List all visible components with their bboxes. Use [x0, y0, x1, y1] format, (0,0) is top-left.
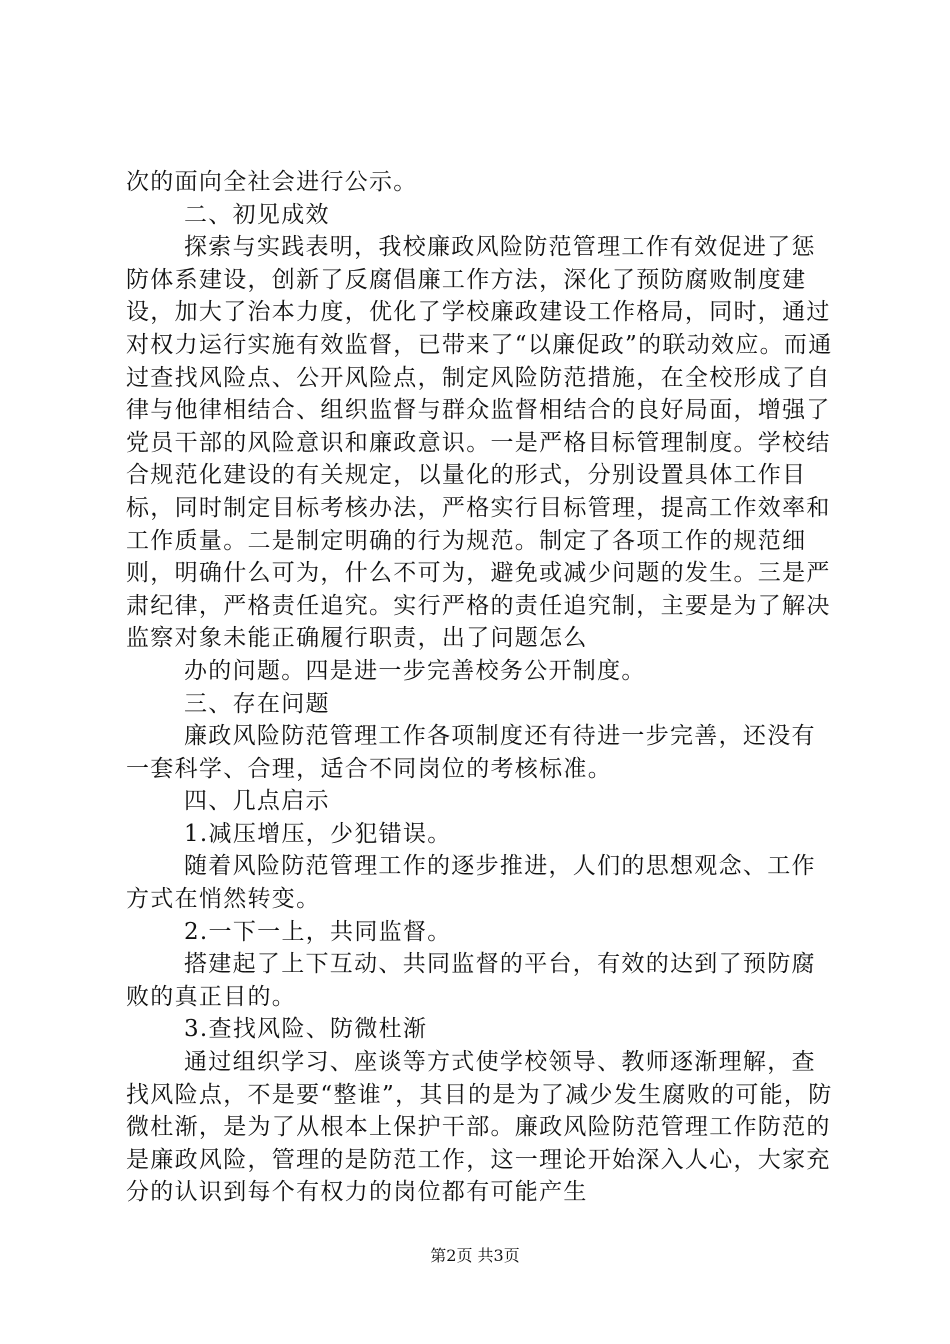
- paragraph-insight-1: 随着风险防范管理工作的逐步推进，人们的思想观念、工作方式在悄然转变。: [126, 853, 816, 913]
- subheading-3: 3.查找风险、防微杜渐: [184, 1016, 428, 1043]
- heading-section-2: 二、初见成效: [184, 201, 330, 228]
- subheading-1: 1.减压增压，少犯错误。: [184, 820, 452, 847]
- heading-section-4: 四、几点启示: [184, 788, 330, 815]
- paragraph-results: 探索与实践表明，我校廉政风险防范管理工作有效促进了惩防体系建设，创新了反腐倡廉工作方法，深化了预防腐败制度建设，加大了治本力度，优化了学校廉政建设工作格局，同时，通过对权力运行实施有效监督，已带来了“以廉促政”的联动效应。而通过查找风险点、公开风险点，制定风险防范措施，在全校形成了自律与他律相结合、组织监督与群众监督相结合的良好局面，增强了党员干部的风险意识和廉政意识。一是严格目标管理制度。学校结合规范化建设的有关规定，以量化的形式，分别设置具体工作目标，同时制定目标考核办法，严格实行目标管理，提高工作效率和工作质量。二是制定明确的行为规范。制定了各项工作的规范细则，明确什么可为，什么不可为，避免或减少问题的发生。三是严肃纪律，严格责任追究。实行严格的责任追究制，主要是为了解决监察对象未能正确履行职责，出了问题怎么: [126, 234, 833, 652]
- heading-section-3: 三、存在问题: [184, 690, 330, 717]
- paragraph-problems: 廉政风险防范管理工作各项制度还有待进一步完善，还没有一套科学、合理，适合不同岗位的考核标准。: [126, 723, 816, 782]
- document-body: [126, 166, 834, 1209]
- paragraph-continuation: 次的面向全社会进行公示。: [126, 169, 418, 195]
- subheading-2: 2.一下一上，共同监督。: [184, 918, 452, 945]
- page-footer: 第2页 共3页: [430, 1246, 520, 1265]
- paragraph-insight-2: 搭建起了上下互动、共同监督的平台，有效的达到了预防腐败的真正目的。: [126, 951, 816, 1010]
- paragraph-insight-3: 通过组织学习、座谈等方式使学校领导、教师逐渐理解，查找风险点，不是要“整谁”，其目的是为了减少发生腐败的可能，防微杜渐，是为了从根本上保护干部。廉政风险防范管理工作防范的是廉政风险，管理的是防范工作，这一理论开始深入人心，大家充分的认识到每个有权力的岗位都有可能产生: [126, 1049, 833, 1206]
- paragraph-results-end: 办的问题。四是进一步完善校务公开制度。: [184, 657, 646, 684]
